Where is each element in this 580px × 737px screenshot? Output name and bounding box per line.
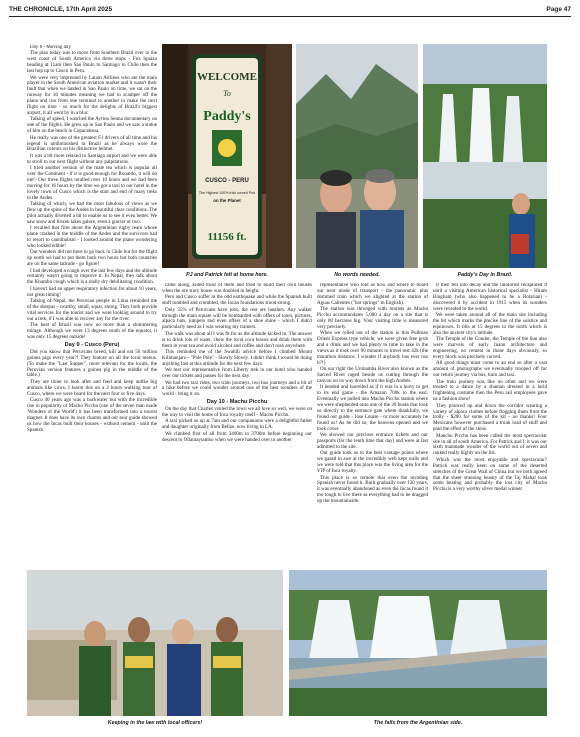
paragraph: came along, killed most of them and tried to build their own houses when the ore story house was doubled in height. <box>162 283 312 294</box>
paragraph: They are tinier to look after and feed and keep unlike big animals like cows. I learnt this on a 2 hours walking tour of Cusco, where we were board for the next four or five days. <box>27 378 157 397</box>
paragraph: I recalled that film about the Argentinian rugby team whose plane crashed in the middle of the Andes and the survivors had to resort to cannibalism - I looked around the plane wondering who looked edible! <box>27 225 157 249</box>
paragraph: A taxi picked us up at 7am and our companions were a delightful father and daughter originally from Belize, now living in LA. <box>162 418 312 431</box>
page-number: Page 47 <box>546 6 571 13</box>
paragraph: I had developed a cough over the last few days and the altitude certainly wasn't going to improve it. In Nepal, they talk about the Khumbu cough which is a really dry debilitating condition. <box>27 267 157 286</box>
paragraph: Our guide took us to the best vantage points where we gazed in awe at the incredibly well kept walls and we were told that this place was the living area for the VIP of Inca royalty. <box>317 450 428 475</box>
paragraph: It bended and barrelled as if it was in a hurry to get to its end game - the Amazon 700k to the east. Eventually we pulled into Machu Picchu station where we were shepherded onto one of the 20 buses that took us directly to the entrance gate where thankfully, we found our guide - Jose Louise - or more accurately he found us! As he did so, the heavens opened and we took cover. <box>317 384 428 432</box>
paragraph: The Temple of the Condor, the Temple of the Sun also were marvels of early Inann architecture and engineering, no cement in those days obviously, so every block was precisely carved. <box>433 336 547 360</box>
paragraph: I haven't had an upper respiratory infection for about 10 years, not great timing! <box>27 285 157 298</box>
sign-welcome: WELCOME <box>197 71 257 83</box>
article-column-2 <box>162 283 312 565</box>
paragraph: We showed our precious entrance tickets and our passports (for the tenth time that day) and were at last admitted to the site. <box>317 432 428 450</box>
paragraph: Did you know that Peruvians breed, kill and eat 50 million guinea pigs every year?! They feature on all the local menus. (To make the "Last Supper", more relevant for the locals, the Peruvian version features a guinea pig in the middle of the table.) <box>27 348 157 379</box>
paragraph: Peru and Cusco suffer in the odd earthquake and while the Spanish built stuff tumbled and crumbled, the Incan foundations stood strong. <box>162 294 312 307</box>
paragraph: Talking of speed, I watched the Ayrton Senna documentary on one of the flights. He grew up in Sao Paulo and we saw a statue of him on the beach in Copacabana. <box>27 116 157 135</box>
paragraph: The train journey was like no other and we were treated to a dance by a shaman dressed in a lurid frightening costume then the Peru rail employees gave us a fashion show! <box>433 378 547 403</box>
paragraph: On our right the Urubamba River also known as the Sacred River raged beside us cutting through the canyon on its way down from the high Andres. <box>317 366 428 384</box>
sign-tagline-2: on the Planet <box>213 198 241 203</box>
article-column-4 <box>433 283 547 565</box>
paragraph: The walk was about all I was fit for as the altitude kicked in. The answer is to drink lots of water, chew the local coca leaves and drink them with them in your tea and avoid alcohol and coffee and don't rush anywhere. <box>162 330 312 349</box>
paragraph: Our wonders did not have to go back in Chile but for the flight up north we had to put them back two hours but both countries are on the same latitude - go figure! <box>27 249 157 268</box>
sign-altitude: 11156 ft. <box>207 231 247 243</box>
paragraph: I tried another version of the mate tea which is popular all over the Continent - if it is good enough for Ronaldo, it will do me!- Our three flights totalled over 10 hours and we had been moving for 16 hours by the time we got a taxi to our hotel in the lovely town of Cusco which is the start and end of many treks in the Andes. <box>27 165 157 201</box>
photo-caption-5: The falls from the Argentinian side. <box>373 720 463 726</box>
paragraph: We were taken around all of the main site including the bit which marks the precise line of the solstice and equinoxes. It tilts at 15 degrees to the north which is also the ancient city's latitude. <box>433 312 547 336</box>
paragraph: Cusco 40 years ago was a backwater but with the incredible rise in popularity of Machu Picchu (one of the seven man made 'Wonders of the World') it has been transformed into a tourist magnet. It does have its own charms and our tour guide showed us how the Incas built their houses - without cement - until the Spanish <box>27 397 157 433</box>
paragraph: representative who told us how and where to board our next mode of transport - the panoramic plus dommed train which we alighted at the station of Aguas Calientes ("hot springs" in English). <box>317 283 428 306</box>
paragraph: This reminded me of the Swahili advice before I climbed Mount Kilimanjaro - "Pole Pole" - Slowly Slowly. I didn't think I would be doing anything fast at this altitude for the next few days. <box>162 348 312 367</box>
section-heading: Day 10 - Machu Picchu <box>206 399 268 406</box>
paragraph: We were very impressed by Latam Airlines who are the main player in the South American aviation market and it wasn't their fault that when we landed in Sao Paulo on time, we sat on the runway for 30 minutes meaning we had to scamper off the plane and run from one terminal to another to make the next flight on time - so much for the delights of Brazil's biggest airport, it all went by in a blur. <box>27 74 157 116</box>
paragraph: We met our representative from Liberty trek in our hotel who handed over our tickets and passes for the next day. <box>162 367 312 380</box>
police-officers-photo <box>27 570 283 716</box>
paragraph: All good things must come to an end so after a vast amount of photographs we eventually trooped off for our return journey via bus, train and taxi. <box>433 360 547 379</box>
sign-location: CUSCO - PERU <box>205 178 249 184</box>
photo-caption-3: Paddy's Day in Brazil. <box>457 272 513 278</box>
paragraph: Talking of Nepal, the Peruvian people in Lima reminded me of the sherpas - swarthy, small, squat, strong. They both provide vital services for the tourist and we were looking around to try out a trek, if I was able to recover any for the river. <box>27 298 157 322</box>
iguazu-brazil-photo <box>423 44 547 268</box>
iguazu-argentina-photo <box>289 570 547 716</box>
paragraph: It then fell into decay and the rainforest recaptured it until a visiting American historical specialist - Hiram Bingham (who also happened to be a Rotarian) - discovered it by accident in 1915 when its wonders were revealed to the world. <box>433 283 547 312</box>
pub-sign-photo <box>162 44 292 268</box>
paragraph: The plan today was to move from Southern Brazil over to the west coast of South America via three stops - Foz Iguazu heading at 11am then Sao Paulo to Santiago in Chile then the last hop up to Cusco in Peru. <box>27 50 157 75</box>
header-rule <box>9 16 571 17</box>
paragraph: Talking of which, we had the most fabulous of views as we flew up the spine of the Andes in beautiful clear conditions. The pilot actually diverted a bit to enable us to see it even better. We saw snow and frozen lakes galore, even a glacier or two. <box>27 201 157 225</box>
photo-caption-1: PJ and Patrick felt at home here. <box>186 272 268 278</box>
paragraph: On the day that Charles visited the town we all love so well, we were on the way to visit the home of Inca royalty itself - Machu Picchu. <box>162 406 312 419</box>
photo-caption-2: No words needed. <box>334 272 380 278</box>
newspaper-dateline: THE CHRONICLE, 17th April 2025 <box>9 6 113 13</box>
paragraph: We climbed first of all from 3400m to 3700m before beginning our descent to Ollantaytambo when we were handed over to another <box>162 430 312 443</box>
paragraph: The heat of Brazil was now no more than a shimmering mirage. Although we were 13 degrees south of the equator, it was only 15 degrees outside! <box>27 322 157 340</box>
sign-pub-name: Paddy's <box>203 109 251 124</box>
paragraph: The station was thronged with tourists as Machu Picchu accommodates 5,000 a day on a site that is only 80 hectares big. Your visiting time is measured very precisely. <box>317 306 428 330</box>
machu-picchu-selfie-photo <box>296 44 418 268</box>
section-heading: Day 9 - Cusco (Peru) <box>64 341 120 348</box>
sign-to: To <box>223 89 231 98</box>
paragraph: They pranced up and down the corridor wearing a variety of alpaca clothes before flogging them from the trolly - $200 for some of the kit - no thanks! Four Mexicans however purchased a trunk load of stuff and paid the effort of the show. <box>433 402 547 433</box>
paragraph: He really was one of the greatest F1 drivers of all time and his legend is undiminished in Brazil as he always wore the Brazilian colours on his distinctive helmet. <box>27 134 157 153</box>
page-header <box>9 3 571 17</box>
paragraph: Manchu Picchu has been called the most spectacular site in all of south America. For Patrick and I, it was our sixth manmade wonder of the world out of seven and ranked really highly on the list. <box>433 432 547 457</box>
paragraph: Which was the most enjoyable and spectacular? Patrick was really keen on some of the deserted stretches of the Great Wall of China but we both agreed that the sheer stunning beauty of the Taj Mahal took some beating and probably the lost city of Machu Picchu is a very worthy silver medal winner. <box>433 456 547 493</box>
article-column-3 <box>317 283 428 565</box>
article-column-1 <box>27 45 157 565</box>
sign-tagline: The Highest 100% Irish owned Pub <box>198 191 256 195</box>
photo-caption-4: Keeping in the law with local officers! <box>107 720 203 726</box>
paragraph: Only 35% of Peruvians have jobs, the rest are hustlers. Any walker through the main square will be bombarded with offers of tours, pictures, alpaca hats, jumpers and even offers of a shoe shine - which I didn't particularly need as I was wearing my trainers. <box>162 306 312 331</box>
paragraph: This place is so remote that even the invading Spanish never found it. Built gradually over 130 years, it was eventually abandoned as even the Incas found it too tough to live there as everything had to be dragged up the mountainside. <box>317 474 428 505</box>
paragraph: Day 8 - Moving day <box>30 45 71 50</box>
paragraph: When we rolled out of the station in this Pullman Orient Express type vehicle, we were given free grub and a drink and we had plenty to time to take in the views as it took over 90 minutes to travel rest 42k (the marathon distance, I wonder if anybody has ever run it?!) <box>317 330 428 366</box>
paragraph: It was a bit more relaxed in Santiago airport and we were able to stroll to our next flight without any palpitations. <box>27 152 157 165</box>
paragraph: We had two taxi rides, two train journeys, two bus journeys and a bit of a hike before we could wonder around one of the best wonders of the world - bring it on. <box>162 379 312 398</box>
